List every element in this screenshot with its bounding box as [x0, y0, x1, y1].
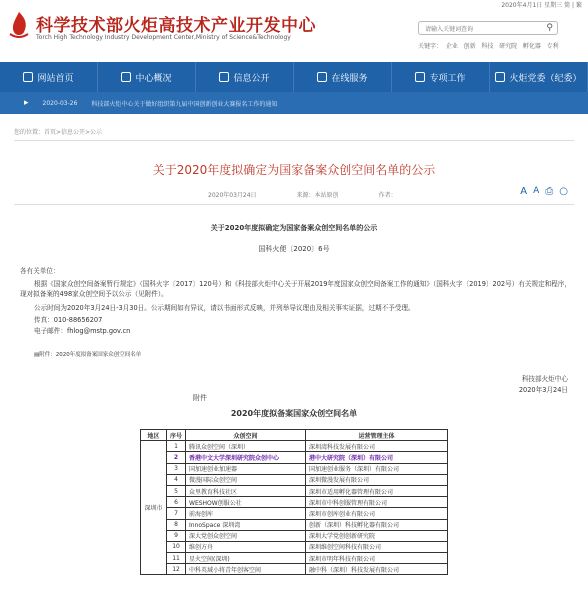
font-decrease-icon[interactable]: A — [533, 186, 540, 196]
cell: 腾讯众创空间（深圳） — [186, 441, 306, 452]
table-row — [141, 474, 448, 485]
topbar-date: 2020年4月1日 星期三 — [501, 2, 563, 9]
site-subtitle: Torch High Technology Industry Development Center,Ministry of Science&Technology — [36, 34, 291, 41]
nav-label: 在线服务 — [331, 73, 368, 84]
cell: 微漫国际众创空间 — [186, 474, 306, 485]
table-row — [141, 508, 448, 519]
cell: 融中科（深圳）科技发展有限公司 — [306, 564, 448, 575]
special-icon — [415, 72, 425, 82]
sign-date: 2020年3月24日 — [518, 386, 568, 394]
divider — [14, 140, 574, 141]
greeting: 各有关单位： — [20, 267, 60, 275]
breadcrumb[interactable]: 您的位置：首页>信息公开>公示 — [14, 129, 103, 136]
nav-service[interactable] — [294, 62, 392, 92]
attachment-icon: ▤ — [34, 352, 40, 358]
cell: 中科英域小将青年创客空间 — [186, 564, 306, 575]
info-icon — [219, 72, 229, 82]
cell: 众里教育科技社区 — [186, 485, 306, 496]
table-row — [141, 485, 448, 496]
hot-word[interactable]: 科技 — [481, 43, 494, 50]
lang-simplified[interactable]: 简 — [564, 2, 571, 9]
cell: 深圳大学党创创新研究院 — [306, 530, 448, 541]
cell: 深圳市中科创服管理有限公司 — [306, 497, 448, 508]
hot-word[interactable]: 研究院 — [499, 43, 518, 50]
cell: 2 — [167, 452, 186, 463]
overview-icon — [121, 72, 131, 82]
attachment-label: 附件 — [193, 394, 207, 402]
table-row — [141, 452, 448, 463]
space-table — [140, 429, 448, 575]
email: 电子邮件：fhlog@mstp.gov.cn — [34, 327, 131, 335]
nav-label: 信息公开 — [233, 73, 270, 84]
cell: 深圳市创库创业有限公司 — [306, 508, 448, 519]
monitor-icon — [317, 72, 327, 82]
divider — [14, 204, 574, 205]
party-icon — [495, 72, 505, 82]
cell: 港中大研究院（深圳）有限公司 — [306, 452, 448, 463]
article-author: 作者： — [378, 192, 397, 199]
col-header: 众创空间 — [186, 430, 306, 441]
table-row — [141, 497, 448, 508]
ticker-date: 2020-03-26 — [42, 99, 78, 107]
table-row — [141, 519, 448, 530]
nav-label: 火炬党委（纪委） — [509, 73, 582, 84]
table-row — [141, 463, 448, 474]
table-title: 2020年度拟备案国家众创空间名单 — [230, 409, 358, 418]
doc-number: 国科火便〔2020〕6号 — [258, 245, 330, 253]
cell: 深大党创众创空间 — [186, 530, 306, 541]
body-paragraph: 公示时间为2020年3月24日-3月30日。公示期间如有异议，请以书面形式反映，并列举导议理由及相关事实证据，过期不予受理。 — [34, 304, 415, 312]
news-ticker[interactable] — [0, 92, 588, 114]
cell: 1 — [167, 441, 186, 452]
cell: 7 — [167, 508, 186, 519]
cell: 深圳市明年科技有限公司 — [306, 553, 448, 564]
hot-word[interactable]: 创新 — [463, 43, 476, 50]
cell: 香港中文大学深圳研究院众创中心 — [186, 452, 306, 463]
hot-word[interactable]: 企业 — [445, 43, 458, 50]
col-header: 地区 — [141, 430, 167, 441]
table-row — [141, 530, 448, 541]
cell: 深圳微漫发展有限公司 — [306, 474, 448, 485]
hot-keywords — [418, 41, 559, 50]
fax: 传真：010-88656207 — [34, 316, 103, 324]
nav-label: 网站首页 — [37, 73, 74, 84]
cell: 深圳市适用孵化器管理有限公司 — [306, 485, 448, 496]
search-icon[interactable]: ⚲ — [546, 23, 553, 33]
site-title: 科学技术部火炬高技术产业开发中心 — [36, 16, 316, 36]
font-increase-icon[interactable]: A — [520, 186, 528, 197]
sign-org: 科技部火炬中心 — [521, 375, 568, 383]
divider: | — [572, 2, 575, 9]
cell: WESHOW创服公社 — [186, 497, 306, 508]
cell: 11 — [167, 553, 186, 564]
cell: 国加速创业服务（深圳）有限公司 — [306, 463, 448, 474]
table-row — [141, 553, 448, 564]
print-icon[interactable]: ⎙ — [545, 186, 554, 197]
topbar — [501, 0, 582, 9]
body-paragraph: 根据《国家众创空间备案暂行规定》（国科火字〔2017〕120号）和《科技部火炬中心关于开展2019年度国家众创空间备案工作的通知》（国科火字〔2019〕202号）有关规定和程序，现对拟备案的498家众创空间予以公示（见附件）。 — [20, 280, 572, 298]
hot-word[interactable]: 专利 — [546, 43, 559, 50]
cell: 国加速创业加速器 — [186, 463, 306, 474]
article-title: 关于2020年度拟确定为国家备案众创空间名单的公示 — [152, 163, 436, 177]
nav-special[interactable] — [392, 62, 490, 92]
cell: 深圳维创空间科技有限公司 — [306, 541, 448, 552]
cell: 10 — [167, 541, 186, 552]
cell: 3 — [167, 463, 186, 474]
article-tools — [520, 186, 568, 197]
table-row — [141, 564, 448, 575]
doc-title: 关于2020年度拟确定为国家备案众创空间名单的公示 — [210, 224, 378, 232]
search-input[interactable] — [418, 21, 558, 35]
attachment-label[interactable]: 附件：2020年度拟备案国家众创空间名单 — [39, 352, 142, 358]
cell: 9 — [167, 530, 186, 541]
attachment-link[interactable] — [34, 350, 588, 360]
hot-word[interactable]: 孵化器 — [522, 43, 541, 50]
nav-label: 专项工作 — [429, 73, 466, 84]
lang-traditional[interactable]: 繁 — [575, 2, 582, 9]
hot-label: 关键字： — [418, 43, 443, 50]
search-placeholder: 请输入关键词查询 — [425, 26, 474, 33]
table-row — [141, 541, 448, 552]
share-icon[interactable]: ○ — [559, 186, 568, 197]
table-row — [141, 441, 448, 452]
cell: 12 — [167, 564, 186, 575]
home-icon — [23, 72, 33, 82]
col-header: 序号 — [167, 430, 186, 441]
speaker-icon: ▸ — [24, 98, 29, 108]
article-meta — [208, 190, 397, 199]
site-header — [0, 0, 588, 62]
cell: 维创方舟 — [186, 541, 306, 552]
cell: 星火空间(深圳) — [186, 553, 306, 564]
cell: 6 — [167, 497, 186, 508]
cell: 4 — [167, 474, 186, 485]
cell: 5 — [167, 485, 186, 496]
cell: 8 — [167, 519, 186, 530]
article-date: 2020年03月24日 — [208, 192, 257, 199]
cell: 深圳湾科技发展有限公司 — [306, 441, 448, 452]
nav-party[interactable] — [490, 62, 588, 92]
article-source: 来源：本站原创 — [296, 192, 339, 199]
cell: InnoSpace 深圳湾 — [186, 519, 306, 530]
nav-overview[interactable] — [98, 62, 196, 92]
col-header: 运营管理主体 — [306, 430, 448, 441]
torch-logo-icon[interactable] — [6, 10, 32, 40]
ticker-text[interactable]: 科技部火炬中心关于做好组织第九届中国创新创业大赛报名工作的通知 — [91, 100, 278, 108]
main-nav — [0, 62, 588, 92]
region-cell: 深圳市 — [141, 441, 167, 575]
nav-home[interactable] — [0, 62, 98, 92]
nav-info[interactable] — [196, 62, 294, 92]
nav-label: 中心概况 — [135, 73, 172, 84]
cell: 创新（深圳）科技孵化器有限公司 — [306, 519, 448, 530]
cell: 前海创库 — [186, 508, 306, 519]
